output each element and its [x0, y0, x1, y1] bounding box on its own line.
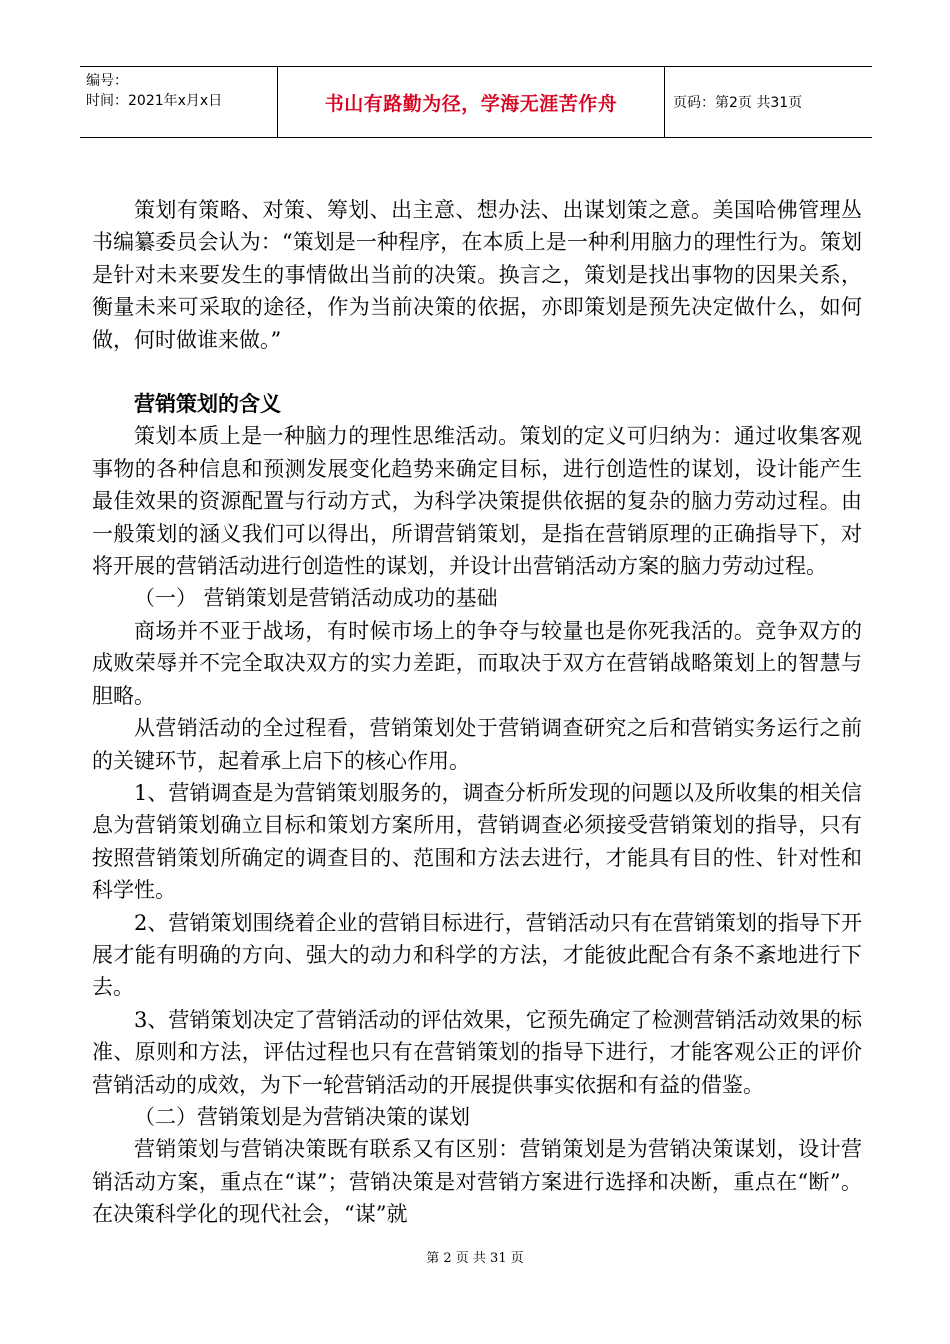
page-footer: 第 2 页 共 31 页 [426, 1251, 524, 1266]
paragraph-point-2: 2、营销策划围绕着企业的营销目标进行，营销活动只有在营销策划的指导下开展才能有明确的方向、强大的动力和科学的方法，才能彼此配合有条不紊地进行下去。 [92, 910, 862, 1000]
paragraph-decision: 营销策划与营销决策既有联系又有区别：营销策划是为营销决策谋划，设计营销活动方案，重点在“谋”；营销决策是对营销方案进行选择和决断，重点在“断”。在决策科学化的现代社会，“谋”就 [92, 1137, 862, 1227]
header-motto-cell [278, 67, 665, 137]
subheading-two: （二）营销策划是为营销决策的谋划 [134, 1104, 470, 1129]
subheading-one: （一） 营销策划是营销活动成功的基础 [134, 586, 498, 611]
paragraph-point-1: 1、营销调查是为营销策划服务的，调查分析所发现的问题以及所收集的相关信息为营销策划确立目标和策划方案所用，营销调查必须接受营销策划的指导，只有按照营销策划所确定的调查目的、范围和方法去进行，才能具有目的性、针对性和科学性。 [92, 780, 862, 903]
header-motto: 书山有路勤为径，学海无涯苦作舟 [324, 92, 618, 115]
document-body [92, 194, 862, 1231]
document-number-label: 编号： [86, 73, 128, 89]
page-header [80, 66, 872, 138]
section-heading: 营销策划的含义 [134, 392, 281, 417]
paragraph-gap [92, 356, 862, 388]
header-page-info-cell [665, 67, 872, 137]
paragraph-process: 从营销活动的全过程看，营销策划处于营销调查研究之后和营销实务运行之前的关键环节，起着承上启下的核心作用。 [92, 716, 862, 773]
paragraph-point-3: 3、营销策划决定了营销活动的评估效果，它预先确定了检测营销活动效果的标准、原则和方法，评估过程也只有在营销策划的指导下进行，才能客观公正的评价营销活动的成效，为下一轮营销活动的开展提供事实依据和有益的借鉴。 [92, 1007, 862, 1097]
paragraph-market: 商场并不亚于战场，有时候市场上的争夺与较量也是你死我活的。竞争双方的成败荣辱并不完全取决双方的实力差距，而取决于双方在营销战略策划上的智慧与胆略。 [92, 618, 862, 708]
header-left-cell [80, 67, 278, 137]
document-time-label: 时间：2021年x月x日 [86, 93, 223, 109]
paragraph-meaning: 策划本质上是一种脑力的理性思维活动。策划的定义可归纳为：通过收集客观事物的各种信息和预测发展变化趋势来确定目标，进行创造性的谋划，设计能产生最佳效果的资源配置与行动方式，为科学决策提供依据的复杂的脑力劳动过程。由一般策划的涵义我们可以得出，所谓营销策划，是指在营销原理的正确指导下，对将开展的营销活动进行创造性的谋划，并设计出营销活动方案的脑力劳动过程。 [92, 424, 862, 579]
paragraph-definition: 策划有策略、对策、筹划、出主意、想办法、出谋划策之意。美国哈佛管理丛书编纂委员会认为：“策划是一种程序，在本质上是一种利用脑力的理性行为。策划是针对未来要发生的事情做出当前的决策。换言之，策划是找出事物的因果关系，衡量未来可采取的途径，作为当前决策的依据，亦即策划是预先决定做什么，如何做，何时做谁来做。” [92, 198, 862, 352]
header-page-info: 页码：第2页 共31页 [673, 95, 803, 111]
